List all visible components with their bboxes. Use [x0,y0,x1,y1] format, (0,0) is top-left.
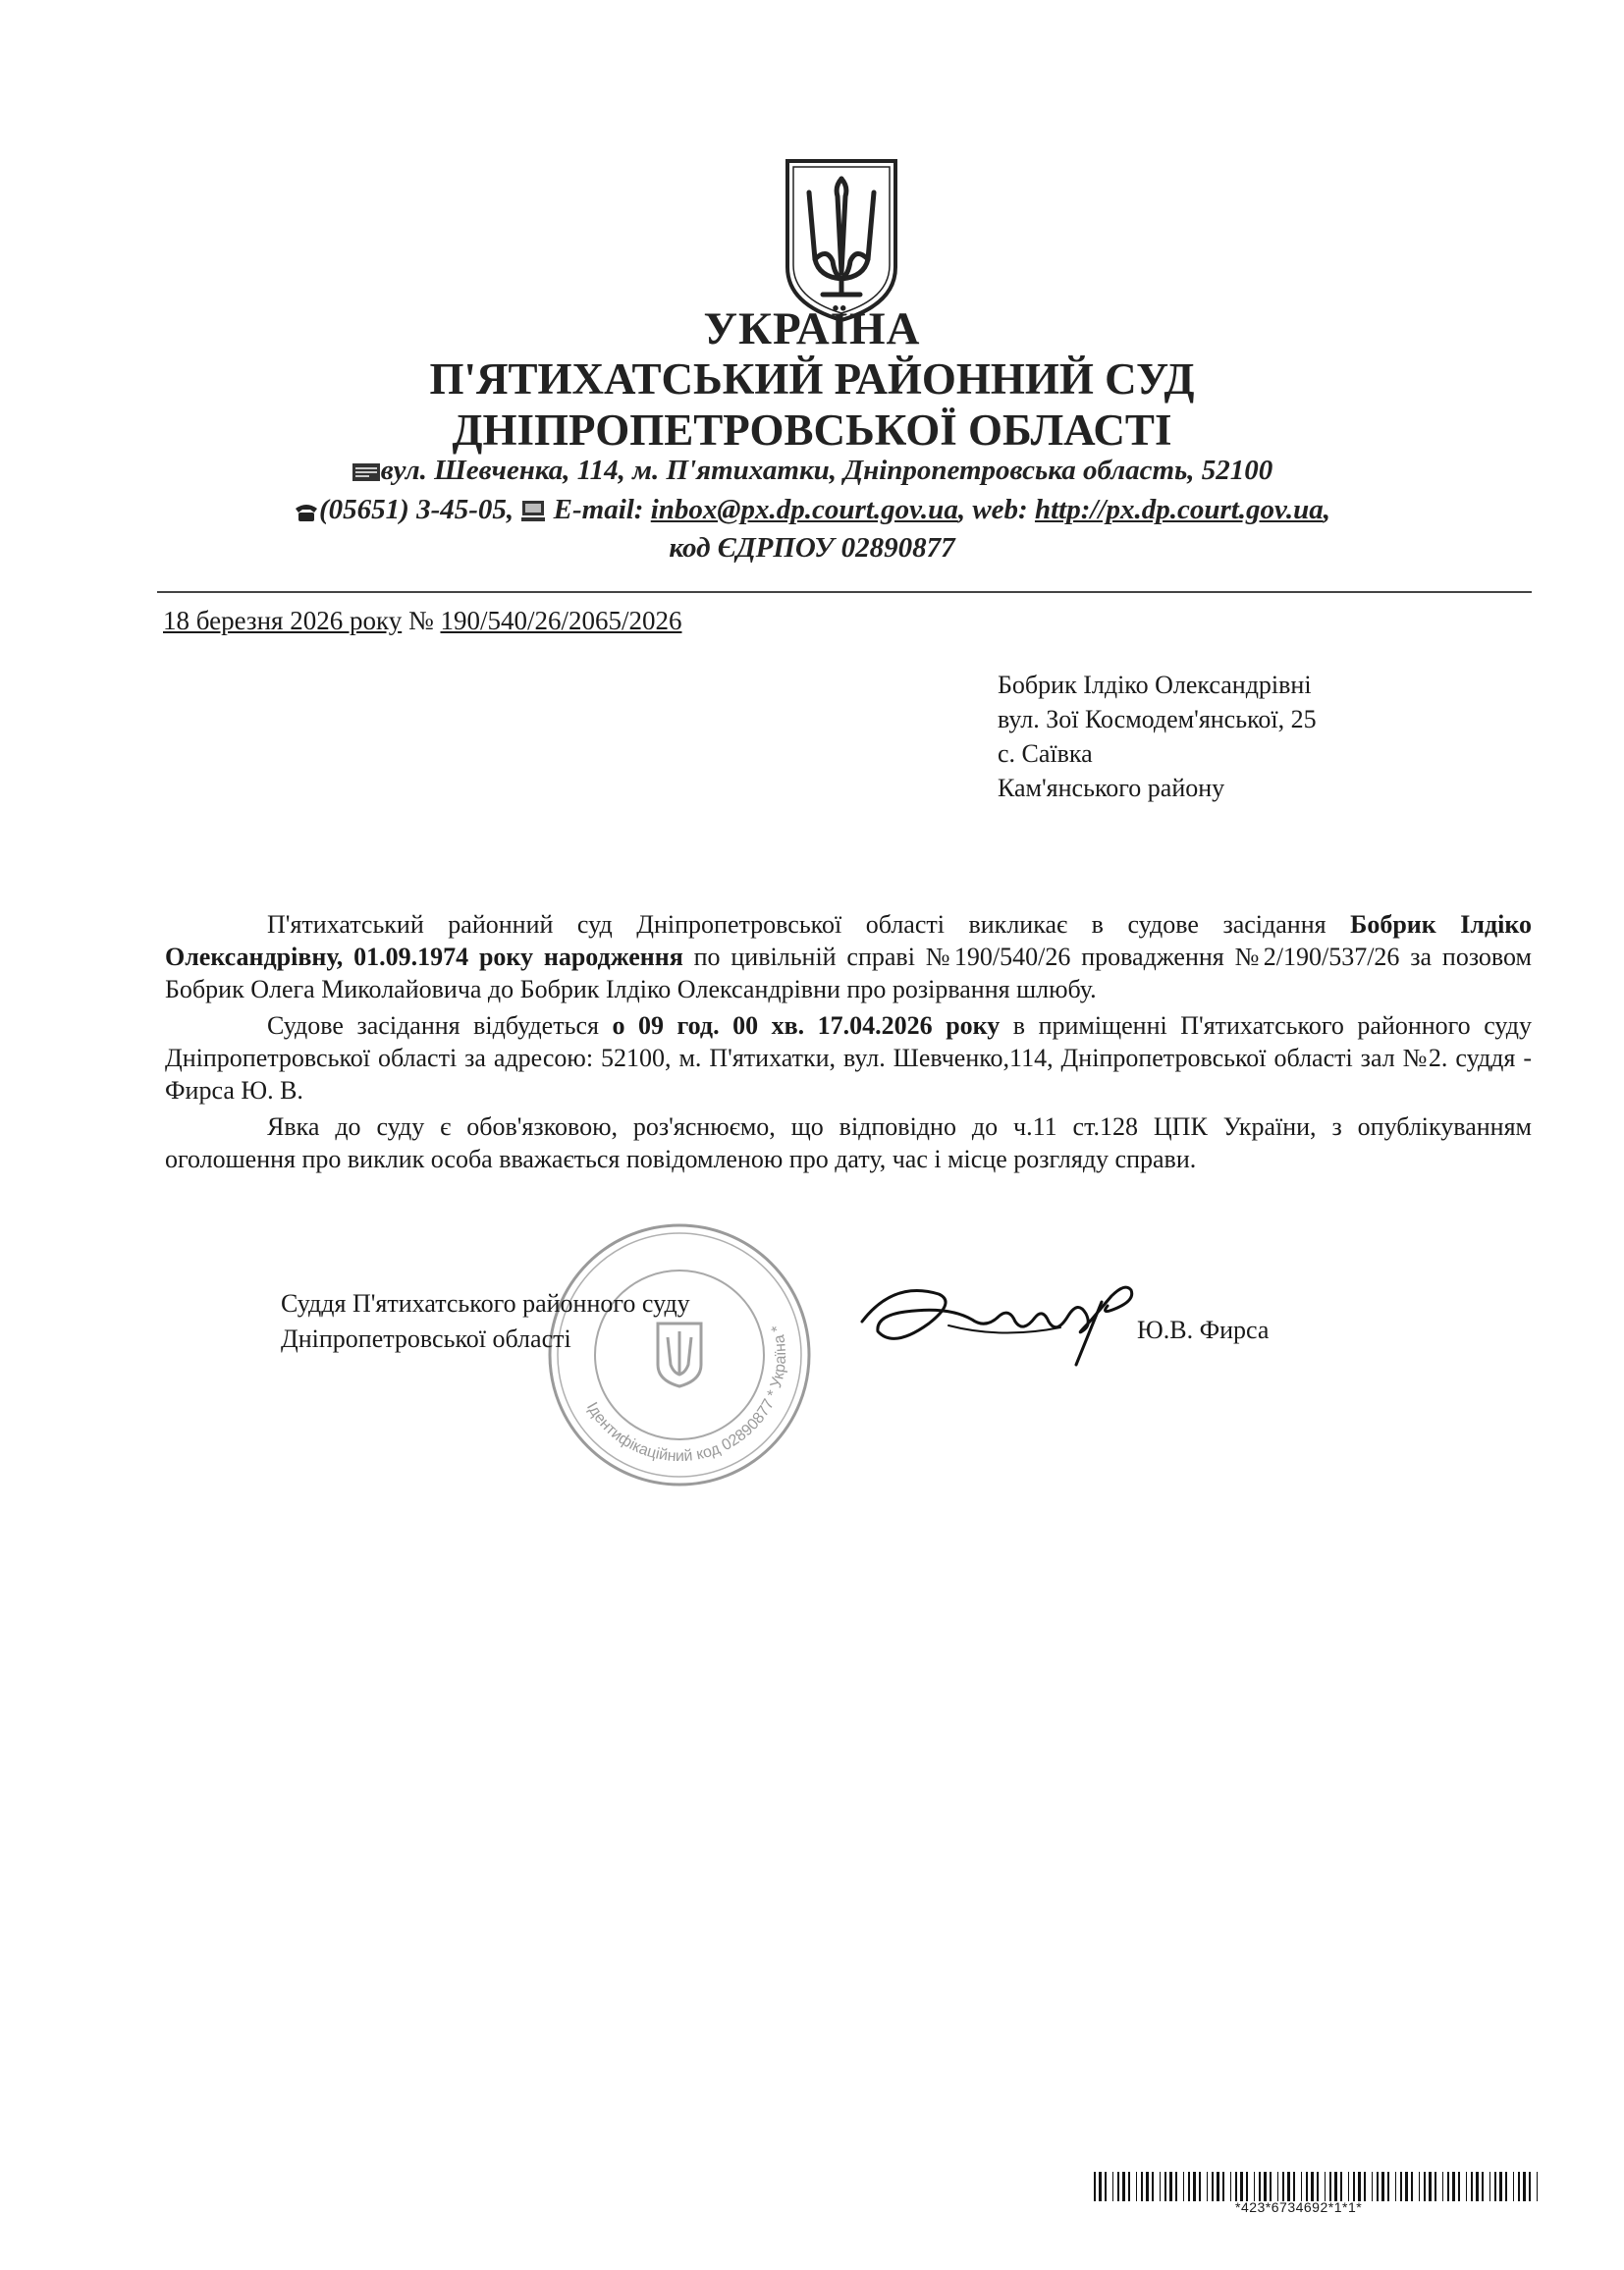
barcode-bar [1424,2172,1426,2201]
barcode-bar [1112,2172,1113,2201]
barcode-bar [1400,2172,1402,2201]
barcode-bar [1188,2172,1190,2201]
signature-judge-title: Суддя П'ятихатського районного суду [281,1289,690,1318]
computer-icon [520,500,546,523]
barcode-bar [1136,2172,1137,2201]
barcode-text: *423*6734692*1*1* [1235,2199,1363,2215]
barcode-bar [1466,2172,1467,2201]
barcode-bar [1282,2172,1284,2201]
barcode-bar [1411,2172,1413,2201]
barcode-bar [1183,2172,1184,2201]
barcode-bar [1435,2172,1436,2201]
barcode-bar [1207,2172,1208,2201]
barcode-bar [1217,2172,1219,2201]
body-paragraph-hearing [165,1009,1532,1107]
court-contacts-line [0,494,1624,526]
barcode-bar [1146,2172,1149,2201]
addressee-street: вул. Зої Космодем'янської, 25 [998,705,1317,733]
barcode-bar [1175,2172,1177,2201]
barcode-bar [1306,2172,1308,2201]
barcode-bar [1381,2172,1384,2201]
barcode-bar [1387,2172,1389,2201]
barcode-bar [1293,2172,1295,2201]
court-address: вул. Шевченка, 114, м. П'ятихатки, Дніпропетровська область, 52100 [380,455,1273,486]
barcode-bar [1222,2172,1224,2201]
registration-number-label: № [402,606,441,635]
court-address-line [0,455,1624,487]
addressee-district: Кам'янського району [998,774,1225,802]
court-phone: (05651) 3-45-05, [319,494,514,525]
body-paragraph-attendance: Явка до суду є обов'язковою, роз'яснюємо, що відповідно до ч.11 ст.128 ЦПК України, з опублікуванням оголошення про виклик особа вважається повідомленою про дату, час і місце розгляду справи. [165,1112,1532,1173]
mailbox-icon [352,462,381,482]
barcode-bar [1105,2172,1107,2201]
barcode-bar [1199,2172,1201,2201]
barcode [1094,2172,1545,2201]
barcode-bar [1311,2172,1314,2201]
registration-number: 190/540/26/2065/2026 [440,606,682,635]
barcode-bar [1246,2172,1248,2201]
hearing-location: в приміщенні П'ятихатського районного суду Дніпропетровської області за адресою: 52100, м. П'ятихатки, вул. Шевченко,114, Дніпропетровської області зал №2. суддя - Фирса Ю. В. [165,1011,1532,1105]
barcode-bar [1505,2172,1507,2201]
signature-judge-region: Дніпропетровської області [281,1324,571,1353]
header-court-name: П'ЯТИХАТСЬКИЙ РАЙОННИЙ СУД [429,354,1195,404]
header-country: УКРАЇНА [703,303,921,354]
barcode-bar [1329,2172,1331,2201]
court-email-link[interactable]: inbox@px.dp.court.gov.ua [650,494,958,525]
barcode-bar [1277,2172,1278,2201]
barcode-bar [1160,2172,1161,2201]
barcode-bar [1141,2172,1143,2201]
barcode-bar [1513,2172,1514,2201]
barcode-bar [1301,2172,1302,2201]
web-suffix: , [1323,494,1330,525]
barcode-bar [1458,2172,1460,2201]
summons-person: Бобрик Ілдіко Олександрівну, 01.09.1974 року народження [165,910,1532,971]
registration-date: 18 березня 2026 року [163,606,403,635]
barcode-bar [1094,2172,1096,2201]
barcode-bar [1358,2172,1361,2201]
barcode-bar [1353,2172,1355,2201]
barcode-bar [1270,2172,1272,2201]
barcode-bar [1117,2172,1119,2201]
barcode-bar [1254,2172,1255,2201]
barcode-bar [1482,2172,1484,2201]
barcode-bar [1377,2172,1379,2201]
barcode-bar [1264,2172,1267,2201]
barcode-bar [1240,2172,1243,2201]
web-label: , web: [957,494,1028,525]
barcode-bar [1364,2172,1366,2201]
telephone-icon [294,501,319,522]
barcode-bar [1442,2172,1443,2201]
court-website-link[interactable]: http://px.dp.court.gov.ua [1034,494,1324,525]
barcode-bar [1128,2172,1130,2201]
barcode-bar [1499,2172,1502,2201]
barcode-bar [1230,2172,1231,2201]
judge-name: Ю.В. Фирса [1137,1316,1270,1344]
barcode-bar [1419,2172,1420,2201]
barcode-bar [1429,2172,1432,2201]
barcode-bar [1259,2172,1261,2201]
barcode-bar [1164,2172,1166,2201]
body-paragraph-summons [165,908,1532,1005]
barcode-bar [1372,2172,1373,2201]
barcode-bar [1405,2172,1408,2201]
trident-emblem-icon [784,157,899,322]
barcode-bar [1122,2172,1125,2201]
barcode-bar [1287,2172,1290,2201]
barcode-bar [1325,2172,1326,2201]
barcode-bar [1518,2172,1520,2201]
barcode-bar [1471,2172,1473,2201]
header-divider [157,591,1532,593]
barcode-bar [1537,2172,1538,2201]
barcode-bar [1348,2172,1349,2201]
summons-case: по цивільній справі №190/540/26 провадження №2/190/537/26 за позовом Бобрик Олега Миколайовича до Бобрик Ілдіко Олександрівни про розірвання шлюбу. [165,943,1532,1003]
barcode-bar [1152,2172,1154,2201]
addressee-name: Бобрик Ілдіко Олександрівні [998,671,1312,699]
barcode-bar [1340,2172,1342,2201]
barcode-bar [1523,2172,1526,2201]
summons-text: П'ятихатський районний суд Дніпропетровської області викликає в судове засідання [267,910,1351,939]
barcode-bar [1489,2172,1490,2201]
barcode-bar [1169,2172,1172,2201]
court-edrpou-code: код ЄДРПОУ 02890877 [669,532,955,564]
addressee-village: с. Саївка [998,739,1093,768]
hearing-intro: Судове засідання відбудеться [267,1011,613,1040]
barcode-bar [1494,2172,1496,2201]
addressee-block [998,668,1317,805]
barcode-bar [1212,2172,1214,2201]
hearing-datetime: о 09 год. 00 хв. 17.04.2026 року [612,1011,1001,1040]
barcode-bar [1452,2172,1455,2201]
barcode-bar [1317,2172,1319,2201]
barcode-bar [1193,2172,1196,2201]
barcode-bar [1476,2172,1479,2201]
barcode-bar [1099,2172,1102,2201]
barcode-bar [1235,2172,1237,2201]
header-region: ДНІПРОПЕТРОВСЬКОЇ ОБЛАСТІ [452,405,1172,455]
registration-line [163,606,681,636]
barcode-bar [1529,2172,1531,2201]
judge-signature [854,1267,1149,1375]
barcode-bar [1395,2172,1396,2201]
barcode-bar [1334,2172,1337,2201]
barcode-bar [1447,2172,1449,2201]
svg-text:Ідентифікаційний код 02890877: Ідентифікаційний код 02890877 * Україна * [582,1323,790,1466]
email-label: E-mail: [553,494,644,525]
signature-block [281,1286,690,1357]
letter-body [165,908,1532,1175]
